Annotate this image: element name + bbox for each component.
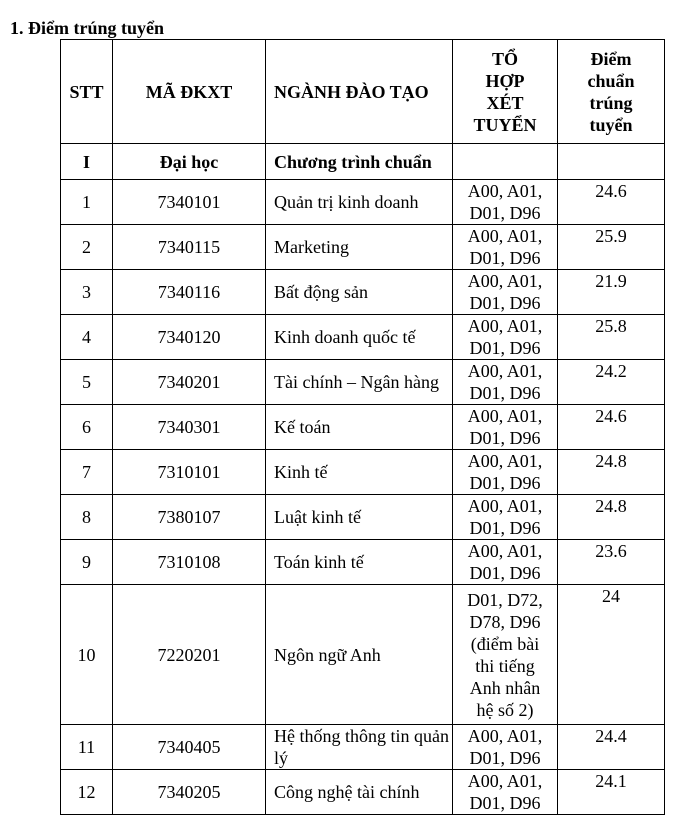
- row-stt: 10: [61, 585, 113, 725]
- row-score: 24.6: [558, 180, 665, 225]
- row-score: 25.9: [558, 225, 665, 270]
- table-row: [61, 360, 665, 405]
- group-row: [61, 144, 665, 180]
- row-score: 21.9: [558, 270, 665, 315]
- row-score: 24.8: [558, 450, 665, 495]
- table-header-row: [61, 40, 665, 144]
- group-program: Chương trình chuẩn: [266, 144, 453, 180]
- row-major: Luật kinh tế: [266, 495, 453, 540]
- row-stt: 12: [61, 770, 113, 815]
- table-row: [61, 270, 665, 315]
- row-stt: 8: [61, 495, 113, 540]
- row-score: 24.6: [558, 405, 665, 450]
- table-row: [61, 405, 665, 450]
- header-combo: TỔ HỢP XÉT TUYỂN: [453, 40, 558, 144]
- table-row: [61, 540, 665, 585]
- row-combo: A00, A01, D01, D96: [453, 315, 558, 360]
- row-major: Kinh tế: [266, 450, 453, 495]
- table-row: [61, 315, 665, 360]
- row-code: 7340201: [113, 360, 266, 405]
- row-code: 7220201: [113, 585, 266, 725]
- row-major: Ngôn ngữ Anh: [266, 585, 453, 725]
- row-combo: A00, A01, D01, D96: [453, 725, 558, 770]
- table-row: [61, 495, 665, 540]
- row-combo: A00, A01, D01, D96: [453, 450, 558, 495]
- row-score: 24.4: [558, 725, 665, 770]
- row-score: 24.1: [558, 770, 665, 815]
- row-score: 24: [558, 585, 665, 725]
- row-stt: 2: [61, 225, 113, 270]
- group-level: Đại học: [113, 144, 266, 180]
- row-stt: 11: [61, 725, 113, 770]
- row-score: 25.8: [558, 315, 665, 360]
- row-stt: 3: [61, 270, 113, 315]
- table-row: [61, 180, 665, 225]
- row-stt: 6: [61, 405, 113, 450]
- row-major: Công nghệ tài chính: [266, 770, 453, 815]
- row-major: Hệ thống thông tin quản lý: [266, 725, 453, 770]
- row-major: Bất động sản: [266, 270, 453, 315]
- row-code: 7380107: [113, 495, 266, 540]
- row-combo: A00, A01, D01, D96: [453, 540, 558, 585]
- group-score-empty: [558, 144, 665, 180]
- header-major: NGÀNH ĐÀO TẠO: [266, 40, 453, 144]
- row-combo: D01, D72, D78, D96 (điểm bài thi tiếng Anh nhân hệ số 2): [453, 585, 558, 725]
- header-stt: STT: [61, 40, 113, 144]
- row-code: 7340120: [113, 315, 266, 360]
- group-combo-empty: [453, 144, 558, 180]
- row-code: 7340301: [113, 405, 266, 450]
- row-major: Kế toán: [266, 405, 453, 450]
- header-score: Điểm chuẩn trúng tuyển: [558, 40, 665, 144]
- row-code: 7340115: [113, 225, 266, 270]
- group-stt: I: [61, 144, 113, 180]
- row-code: 7340205: [113, 770, 266, 815]
- row-combo: A00, A01, D01, D96: [453, 180, 558, 225]
- row-major: Tài chính – Ngân hàng: [266, 360, 453, 405]
- section-title: 1. Điểm trúng tuyển: [10, 18, 164, 38]
- row-score: 24.2: [558, 360, 665, 405]
- row-major: Kinh doanh quốc tế: [266, 315, 453, 360]
- row-combo: A00, A01, D01, D96: [453, 225, 558, 270]
- table-row: [61, 585, 665, 725]
- row-stt: 5: [61, 360, 113, 405]
- row-combo: A00, A01, D01, D96: [453, 495, 558, 540]
- row-code: 7310101: [113, 450, 266, 495]
- row-code: 7340116: [113, 270, 266, 315]
- table-row: [61, 450, 665, 495]
- row-major: Toán kinh tế: [266, 540, 453, 585]
- row-combo: A00, A01, D01, D96: [453, 405, 558, 450]
- row-score: 24.8: [558, 495, 665, 540]
- table-row: [61, 225, 665, 270]
- row-major: Marketing: [266, 225, 453, 270]
- header-code: MÃ ĐKXT: [113, 40, 266, 144]
- row-code: 7340405: [113, 725, 266, 770]
- row-stt: 4: [61, 315, 113, 360]
- row-major: Quản trị kinh doanh: [266, 180, 453, 225]
- row-stt: 1: [61, 180, 113, 225]
- row-code: 7340101: [113, 180, 266, 225]
- row-combo: A00, A01, D01, D96: [453, 270, 558, 315]
- row-stt: 9: [61, 540, 113, 585]
- table-row: [61, 770, 665, 815]
- row-code: 7310108: [113, 540, 266, 585]
- row-combo: A00, A01, D01, D96: [453, 360, 558, 405]
- row-combo: A00, A01, D01, D96: [453, 770, 558, 815]
- admission-score-table: [60, 39, 665, 815]
- row-stt: 7: [61, 450, 113, 495]
- row-score: 23.6: [558, 540, 665, 585]
- table-row: [61, 725, 665, 770]
